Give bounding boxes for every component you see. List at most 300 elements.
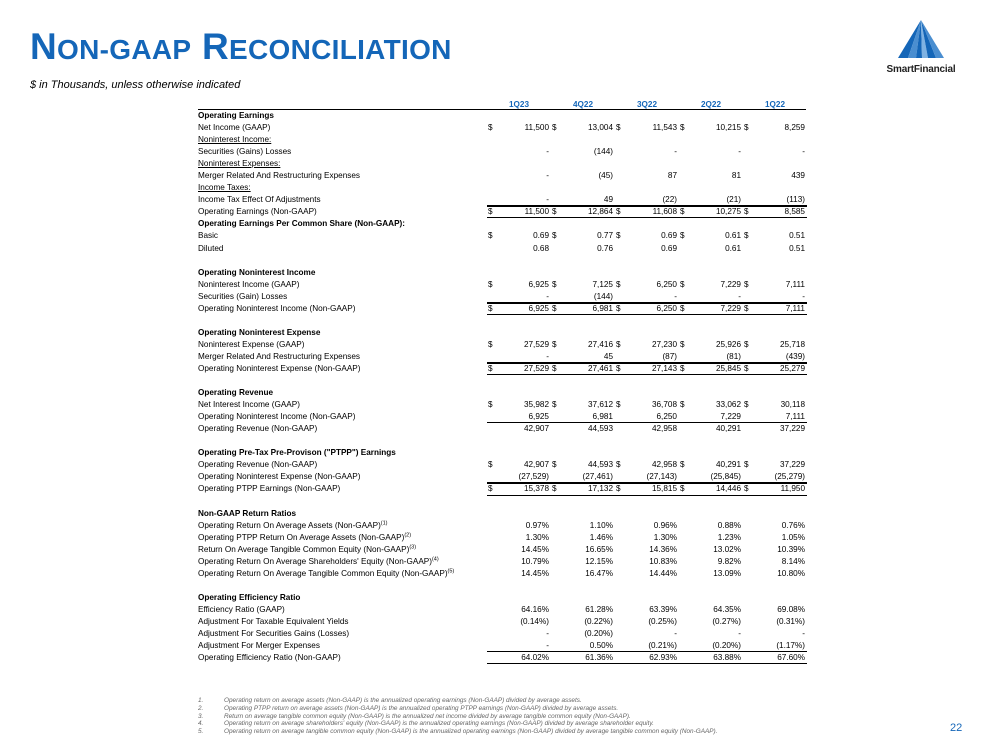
table-row (198, 592, 806, 604)
currency-symbol: $ (680, 207, 685, 217)
row-label-text: Operating Revenue (198, 388, 274, 398)
page-title (30, 26, 452, 71)
footnote (198, 697, 717, 705)
table-cell (615, 652, 679, 664)
table-cell (743, 122, 807, 134)
currency-symbol: $ (552, 460, 557, 470)
cell-value: 27,529 (523, 339, 549, 349)
row-label (198, 471, 360, 483)
cell-value: (439) (785, 351, 805, 361)
logo-wordmark: SmartFinancial (886, 64, 956, 75)
cell-value: (0.14%) (520, 616, 549, 626)
table-cell (679, 568, 743, 580)
row-label-text: Operating PTPP Return On Average Assets (Non-GAAP) (198, 532, 405, 542)
currency-symbol: $ (552, 231, 557, 241)
cell-value: 27,461 (587, 363, 613, 373)
cell-value: 1.05% (781, 532, 805, 542)
currency-symbol: $ (744, 400, 749, 410)
row-label (198, 363, 360, 375)
row-label-text: Net Interest Income (GAAP) (198, 400, 300, 410)
cell-value: 14,446 (715, 484, 741, 494)
cell-value: 11,543 (652, 123, 677, 133)
table-cell (743, 604, 807, 616)
row-label-text: Merger Related And Restructuring Expenses (198, 351, 361, 361)
row-label-text: Noninterest Income (GAAP) (198, 279, 300, 289)
cell-value: (144) (593, 291, 613, 301)
table-row (198, 363, 806, 375)
table-cell (487, 604, 551, 616)
table-cell (679, 243, 743, 255)
cell-value: (0.20%) (712, 641, 741, 651)
title-part: -GAAP (99, 34, 192, 65)
currency-symbol: $ (616, 460, 621, 470)
currency-symbol: $ (552, 279, 557, 289)
cell-value: 7,111 (785, 279, 805, 289)
row-label (198, 339, 305, 351)
footnotes (198, 697, 717, 736)
currency-symbol: $ (744, 231, 749, 241)
cell-value: 1.30% (653, 532, 677, 542)
cell-value: 30,118 (780, 400, 805, 410)
table-cell (615, 483, 679, 495)
table-cell (551, 339, 615, 351)
row-label-text: Operating Return On Average Tangible Common Equity (Non-GAAP) (198, 568, 448, 578)
page-number: 22 (950, 722, 963, 734)
cell-value: 1.10% (589, 520, 613, 530)
currency-symbol: $ (616, 363, 621, 373)
currency-symbol: $ (744, 123, 749, 133)
table-cell (615, 556, 679, 568)
cell-value: (87) (662, 351, 677, 361)
cell-value: 1.46% (589, 532, 613, 542)
footnote-text: Return on average tangible common equity (Non-GAAP) is the annualized net income divided by average tangible common equity (Non-GAAP). (224, 712, 631, 720)
footnote-number: 3. (198, 712, 204, 720)
cell-value: 64.02% (521, 653, 549, 663)
table-row (198, 640, 806, 652)
currency-symbol: $ (552, 207, 557, 217)
cell-value: 25,718 (779, 339, 805, 349)
table-row (198, 471, 806, 483)
table-row (198, 532, 806, 544)
cell-value: 42,907 (523, 424, 549, 434)
table-cell (679, 206, 743, 218)
table-cell (615, 243, 679, 255)
table-cell (487, 351, 551, 363)
table-cell (679, 291, 743, 303)
row-label-text: Net Income (GAAP) (198, 123, 271, 133)
cell-value: 0.76% (781, 520, 805, 530)
cell-value: 0.50% (589, 641, 613, 651)
table-row (198, 351, 806, 363)
currency-symbol: $ (680, 363, 685, 373)
cell-value: 63.88% (713, 653, 741, 663)
footnote-ref: (2) (404, 531, 412, 538)
cell-value: 6,250 (656, 303, 677, 313)
cell-value: 6,925 (528, 279, 549, 289)
row-label (198, 170, 360, 182)
table-row (198, 146, 806, 158)
table-cell (551, 556, 615, 568)
table-cell (743, 459, 807, 471)
company-logo (880, 18, 962, 74)
table-cell (487, 411, 551, 423)
row-label (198, 423, 317, 435)
cell-value: 7,111 (785, 303, 805, 313)
row-label-text: Adjustment For Securities Gains (Losses) (198, 629, 350, 639)
table-cell (487, 568, 551, 580)
footnote-text: Operating return on average assets (Non-GAAP) is the annualized operating earnings (Non-GAAP) divided by average assets. (224, 697, 582, 704)
table-cell (487, 423, 551, 435)
table-row (198, 435, 806, 447)
cell-value: 33,062 (715, 400, 741, 410)
footnote-number: 5. (198, 728, 204, 736)
footnote-number: 1. (198, 697, 204, 704)
cell-value: 64.16% (521, 604, 549, 614)
table-cell (551, 532, 615, 544)
table-cell (551, 471, 615, 483)
table-cell (615, 399, 679, 411)
currency-symbol: $ (744, 460, 749, 470)
cell-value: (45) (598, 171, 613, 181)
currency-symbol: $ (488, 363, 493, 373)
table-row (198, 520, 806, 532)
currency-symbol: $ (488, 400, 493, 410)
table-cell (487, 122, 551, 134)
table-cell (487, 556, 551, 568)
cell-value: - (802, 147, 805, 157)
cell-value: 13.02% (713, 544, 741, 554)
cell-value: - (738, 291, 741, 301)
cell-value: 1.30% (525, 532, 549, 542)
table-cell (487, 170, 551, 182)
table-cell (679, 640, 743, 652)
column-header: 4Q22 (572, 100, 594, 109)
footnote-ref: (4) (431, 556, 439, 562)
table-cell (743, 194, 807, 206)
row-label-text: Operating Noninterest Income (Non-GAAP) (198, 303, 356, 313)
table-cell (487, 230, 551, 242)
table-row (198, 327, 806, 339)
row-label-text: Diluted (198, 243, 224, 253)
footnote-number: 2. (198, 704, 204, 712)
table-row (198, 652, 806, 664)
table-cell (551, 170, 615, 182)
table-cell (743, 556, 807, 568)
table-cell (551, 628, 615, 640)
table-cell (551, 544, 615, 556)
cell-value: 42,958 (651, 460, 677, 470)
cell-value: 10,275 (715, 207, 741, 217)
cell-value: (22) (662, 195, 677, 205)
row-label-text: Securities (Gain) Losses (198, 291, 288, 301)
currency-symbol: $ (488, 279, 493, 289)
table-cell (551, 351, 615, 363)
cell-value: 6,250 (656, 412, 677, 422)
table-cell (615, 640, 679, 652)
cell-value: 27,143 (651, 363, 677, 373)
table-cell (551, 423, 615, 435)
cell-value: 15,378 (523, 484, 549, 494)
table-cell (743, 399, 807, 411)
cell-value: 0.77 (597, 231, 613, 241)
row-label-text: Operating Revenue (Non-GAAP) (198, 424, 318, 434)
table-row (198, 580, 806, 592)
cell-value: 0.51 (789, 243, 805, 253)
currency-symbol: $ (616, 484, 621, 494)
cell-value: 37,229 (779, 424, 805, 434)
currency-symbol: $ (744, 279, 749, 289)
cell-value: 81 (731, 171, 741, 181)
title-part: R (201, 26, 229, 67)
table-cell (743, 544, 807, 556)
cell-value: 7,111 (785, 412, 805, 422)
table-cell (743, 230, 807, 242)
cell-value: 10.83% (649, 556, 677, 566)
table-cell (487, 652, 551, 664)
cell-value: 49 (603, 195, 613, 205)
cell-value: - (546, 629, 549, 639)
table-cell (487, 399, 551, 411)
row-label (198, 411, 355, 423)
footnote-text: Operating PTPP return on average assets (Non-GAAP) is the annualized operating PTPP earnings (Non-GAAP) divided by average assets. (224, 704, 619, 712)
cell-value: 439 (791, 171, 805, 181)
row-label-text: Operating Noninterest Expense (Non-GAAP) (198, 472, 361, 482)
table-cell (679, 556, 743, 568)
table-cell (615, 194, 679, 206)
cell-value: (21) (726, 195, 741, 205)
table-row (198, 387, 806, 399)
cell-value: 63.39% (649, 604, 677, 614)
table-cell (743, 339, 807, 351)
table-row (198, 303, 806, 315)
cell-value: - (674, 629, 677, 639)
table-row (198, 279, 806, 291)
cell-value: 45 (603, 351, 613, 361)
table-row (198, 544, 806, 556)
table-cell (679, 459, 743, 471)
currency-symbol: $ (680, 339, 685, 349)
table-cell (679, 411, 743, 423)
cell-value: 25,926 (715, 339, 741, 349)
currency-symbol: $ (552, 363, 557, 373)
row-label-text: Operating Earnings Per Common Share (Non-GAAP): (198, 219, 405, 229)
table-row (198, 134, 806, 146)
currency-symbol: $ (680, 231, 685, 241)
cell-value: 6,925 (528, 303, 549, 313)
table-cell (743, 483, 807, 495)
table-cell (743, 170, 807, 182)
cell-value: 44,593 (587, 460, 613, 470)
table-cell (615, 146, 679, 158)
row-label (198, 146, 291, 158)
row-label (198, 640, 320, 652)
footnote (198, 728, 717, 736)
table-cell (743, 411, 807, 423)
table-cell (679, 399, 743, 411)
cell-value: 27,529 (523, 363, 549, 373)
currency-symbol: $ (616, 339, 621, 349)
cell-value: 7,125 (592, 279, 613, 289)
table-cell (551, 291, 615, 303)
table-cell (615, 604, 679, 616)
cell-value: 87 (667, 171, 677, 181)
cell-value: 25,279 (779, 363, 805, 373)
table-cell (743, 423, 807, 435)
cell-value: - (546, 351, 549, 361)
row-label-text: Operating Revenue (Non-GAAP) (198, 460, 318, 470)
cell-value: (0.25%) (648, 616, 677, 626)
row-label-text: Operating Earnings (198, 111, 274, 120)
cell-value: 15,815 (651, 484, 677, 494)
cell-value: 25,845 (715, 363, 741, 373)
table-row (198, 411, 806, 423)
cell-value: 0.88% (717, 520, 741, 530)
table-cell (679, 423, 743, 435)
cell-value: - (546, 147, 549, 157)
cell-value: - (802, 629, 805, 639)
row-label-text: Basic (198, 231, 219, 241)
table-cell (615, 303, 679, 315)
currency-symbol: $ (744, 303, 749, 313)
cell-value: 7,229 (720, 412, 741, 422)
table-row (198, 628, 806, 640)
cell-value: 14.45% (521, 544, 549, 554)
row-label (198, 110, 274, 122)
currency-symbol: $ (680, 123, 685, 133)
row-label (198, 243, 224, 255)
row-label-text: Income Tax Effect Of Adjustments (198, 195, 321, 205)
table-cell (743, 146, 807, 158)
title-part: ON (57, 34, 100, 65)
currency-symbol: $ (616, 400, 621, 410)
table-cell (615, 568, 679, 580)
table-cell (679, 146, 743, 158)
cell-value: 8.14% (781, 556, 805, 566)
cell-value: 8,259 (784, 123, 805, 133)
currency-symbol: $ (552, 484, 557, 494)
table-cell (679, 170, 743, 182)
table-cell (487, 459, 551, 471)
table-row (198, 399, 806, 411)
cell-value: 27,230 (651, 339, 677, 349)
table-cell (551, 206, 615, 218)
table-cell (743, 471, 807, 483)
table-cell (551, 652, 615, 664)
row-label (198, 520, 388, 532)
cell-value: - (546, 641, 549, 651)
table-row (198, 496, 806, 508)
row-label (198, 556, 439, 568)
table-row (198, 483, 806, 495)
cell-value: 14.45% (521, 568, 549, 578)
table-cell (743, 640, 807, 652)
reconciliation-table (198, 98, 806, 664)
table-row (198, 375, 806, 387)
cell-value: 10.79% (521, 556, 549, 566)
cell-value: 12.15% (585, 556, 613, 566)
table-cell (679, 520, 743, 532)
cell-value: 0.61 (725, 231, 741, 241)
cell-value: 37,229 (779, 460, 805, 470)
cell-value: 61.36% (585, 653, 613, 663)
currency-symbol: $ (744, 484, 749, 494)
cell-value: 10,215 (715, 123, 741, 133)
table-cell (615, 459, 679, 471)
row-label (198, 303, 355, 315)
currency-symbol: $ (488, 484, 493, 494)
cell-value: 0.69 (533, 231, 549, 241)
row-label-text: Operating Return On Average Shareholders' Equity (Non-GAAP) (198, 556, 432, 566)
table-cell (551, 303, 615, 315)
currency-symbol: $ (552, 400, 557, 410)
table-cell (487, 194, 551, 206)
table-cell (615, 122, 679, 134)
table-cell (679, 471, 743, 483)
cell-value: 69.08% (777, 604, 805, 614)
currency-symbol: $ (552, 123, 557, 133)
table-cell (487, 243, 551, 255)
table-cell (679, 194, 743, 206)
cell-value: 0.68 (533, 243, 549, 253)
table-cell (743, 243, 807, 255)
footnote-ref: (5) (447, 568, 455, 575)
currency-symbol: $ (488, 460, 493, 470)
table-cell (487, 291, 551, 303)
cell-value: (144) (593, 147, 613, 157)
cell-value: 0.76 (597, 243, 613, 253)
table-row (198, 423, 806, 435)
table-cell (679, 351, 743, 363)
row-label-text: Adjustment For Taxable Equivalent Yields (198, 616, 349, 626)
table-row (198, 182, 806, 194)
row-label (198, 399, 300, 411)
cell-value: 37,612 (587, 400, 613, 410)
cell-value: 6,981 (592, 303, 613, 313)
table-row (198, 206, 806, 218)
cell-value: 0.61 (725, 243, 741, 253)
column-header: 3Q22 (636, 100, 658, 109)
table-cell (487, 339, 551, 351)
row-label (198, 592, 300, 604)
cell-value: 61.28% (585, 604, 613, 614)
table-row (198, 230, 806, 242)
table-cell (551, 122, 615, 134)
table-cell (743, 206, 807, 218)
table-cell (487, 544, 551, 556)
cell-value: 40,291 (715, 424, 741, 434)
table-row (198, 122, 806, 134)
cell-value: 16.47% (585, 568, 613, 578)
table-cell (551, 616, 615, 628)
footnote-number: 4. (198, 720, 204, 728)
row-label (198, 604, 285, 616)
row-label (198, 182, 251, 194)
footnote (198, 720, 717, 728)
row-label-text: Operating Noninterest Expense (Non-GAAP) (198, 363, 361, 373)
currency-symbol: $ (680, 460, 685, 470)
cell-value: 67.60% (777, 653, 805, 663)
currency-symbol: $ (552, 339, 557, 349)
cell-value: 44,593 (587, 424, 613, 434)
cell-value: - (802, 291, 805, 301)
cell-value: - (546, 291, 549, 301)
table-cell (551, 146, 615, 158)
table-cell (615, 411, 679, 423)
table-cell (615, 291, 679, 303)
footnote-text: Operating return on average shareholders' equity (Non-GAAP) is the annualized operating earnings (Non-GAAP) divided by average shareholder equity. (224, 720, 654, 728)
currency-symbol: $ (488, 231, 493, 241)
cell-value: (0.22%) (584, 616, 613, 626)
